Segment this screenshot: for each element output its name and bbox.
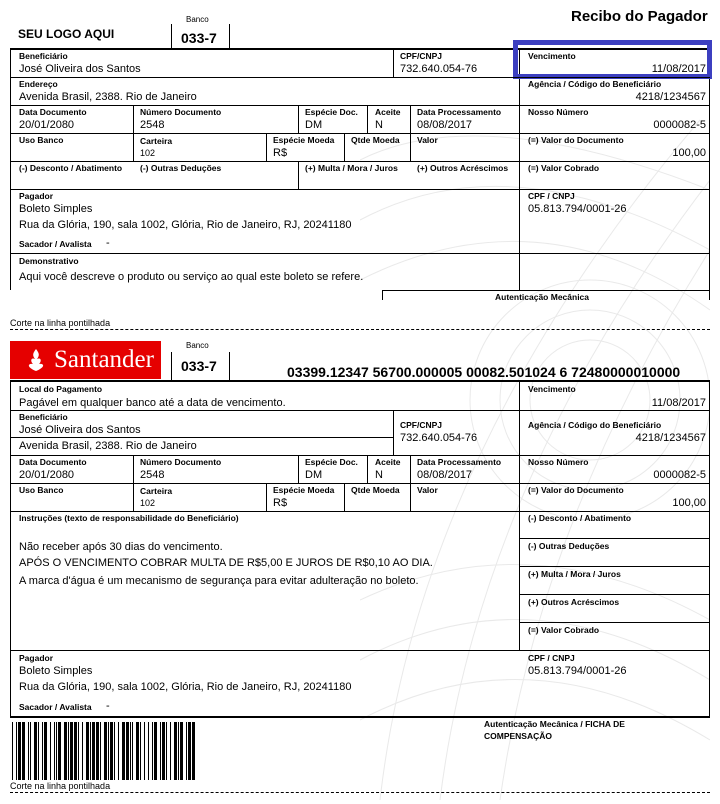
aceite-label: Aceite	[375, 107, 401, 117]
slip-desconto-label: (-) Desconto / Abatimento	[528, 513, 632, 523]
slip-valor-cobrado-label: (=) Valor Cobrado	[528, 625, 600, 635]
slip-aceite-label: Aceite	[375, 457, 401, 467]
slip-carteira-label: Carteira	[140, 486, 173, 496]
instrucao-2: APÓS O VENCIMENTO COBRAR MULTA DE R$5,00 E JUROS DE R$0,10 AO DIA.	[19, 557, 433, 569]
vencimento-highlight	[513, 40, 712, 79]
slip-aceite-value: N	[375, 469, 383, 481]
slip-sacador-label: Sacador / Avalista	[19, 702, 92, 712]
nosso-numero-value: 0000082-5	[653, 119, 706, 131]
slip-cpf-label: CPF/CNPJ	[400, 420, 443, 430]
santander-brand: Santander	[54, 346, 154, 373]
local-pagamento-value: Pagável em qualquer banco até a data de vencimento.	[19, 397, 286, 409]
instrucao-3: A marca d'água é um mecanismo de segurança para evitar adulteração no boleto.	[19, 575, 419, 587]
slip-especie-doc-label: Espécie Doc.	[305, 457, 358, 467]
slip-uso-banco-label: Uso Banco	[19, 485, 64, 495]
instrucao-1: Não receber após 30 dias do vencimento.	[19, 541, 223, 553]
numero-documento-value: 2548	[140, 119, 165, 131]
slip-valor-label: Valor	[417, 485, 438, 495]
slip-outras-deducoes-label: (-) Outras Deduções	[528, 541, 610, 551]
uso-banco-label: Uso Banco	[19, 135, 64, 145]
cut-line	[10, 329, 710, 330]
data-processamento-value: 08/08/2017	[417, 119, 473, 131]
vencimento-label: Vencimento	[528, 51, 576, 61]
cut-line-bottom	[10, 792, 710, 793]
slip-sacador-value: -	[106, 700, 110, 712]
slip-vencimento-value: 11/08/2017	[651, 397, 706, 409]
slip-especie-moeda-label: Espécie Moeda	[273, 485, 335, 495]
pagador-label: Pagador	[19, 191, 54, 201]
slip-pagador-value: Boleto Simples	[19, 665, 93, 677]
instrucoes-label: Instruções (texto de responsabilidade do Beneficiário)	[19, 513, 239, 523]
slip-data-documento-value: 20/01/2080	[19, 469, 75, 481]
slip-bank-label: Banco	[186, 341, 209, 350]
aceite-value: N	[375, 119, 383, 131]
slip-carteira-value: 102	[140, 498, 156, 508]
bank-code: 033-7	[181, 30, 217, 46]
demonstrativo-value: Aqui você descreve o produto ou serviço ao qual este boleto se refere.	[19, 271, 364, 283]
local-pagamento-label: Local do Pagamento	[19, 384, 103, 394]
demonstrativo-label: Demonstrativo	[19, 256, 79, 266]
outros-acrescimos-label: (+) Outros Acréscimos	[417, 163, 509, 173]
slip-beneficiario-label: Beneficiário	[19, 412, 68, 422]
pagador-value: Boleto Simples	[19, 203, 93, 215]
slip-agencia-value: 4218/1234567	[635, 432, 706, 444]
slip-nosso-numero-value: 0000082-5	[653, 469, 706, 481]
valor-documento-value: 100,00	[672, 147, 706, 159]
valor-label: Valor	[417, 135, 438, 145]
beneficiario-label: Beneficiário	[19, 51, 68, 61]
agencia-value: 4218/1234567	[635, 91, 706, 103]
cpf-label: CPF/CNPJ	[400, 51, 443, 61]
cpf-value: 732.640.054-76	[400, 63, 478, 75]
valor-cobrado-label: (=) Valor Cobrado	[528, 163, 600, 173]
flame-icon	[24, 347, 48, 373]
santander-logo	[10, 341, 161, 379]
beneficiario-value: José Oliveira dos Santos	[19, 63, 141, 75]
slip-endereco-value: Avenida Brasil, 2388. Rio de Janeiro	[19, 440, 197, 452]
nosso-numero-label: Nosso Número	[528, 107, 589, 117]
bank-label: Banco	[186, 15, 209, 24]
slip-valor-documento-label: (=) Valor do Documento	[528, 485, 624, 495]
agencia-label: Agência / Código do Beneficiário	[528, 79, 662, 89]
especie-moeda-label: Espécie Moeda	[273, 135, 335, 145]
receipt-title: Recibo do Pagador	[571, 8, 708, 25]
slip-agencia-label: Agência / Código do Beneficiário	[528, 420, 662, 430]
slip-bank-code: 033-7	[181, 358, 217, 374]
slip-numero-documento-label: Número Documento	[140, 457, 222, 467]
slip-autenticacao-label-1: Autenticação Mecânica / FICHA DE	[484, 719, 625, 729]
slip-autenticacao-label-2: COMPENSAÇÃO	[484, 731, 553, 741]
sacador-value: -	[106, 237, 110, 249]
slip-outros-acrescimos-label: (+) Outros Acréscimos	[528, 597, 620, 607]
pagador-cpf-label: CPF / CNPJ	[528, 191, 575, 201]
especie-moeda-value: R$	[273, 147, 288, 159]
especie-doc-label: Espécie Doc.	[305, 107, 358, 117]
slip-numero-documento-value: 2548	[140, 469, 165, 481]
slip-pagador-endereco: Rua da Glória, 190, sala 1002, Glória, Rio de Janeiro, RJ, 20241180	[19, 681, 352, 693]
pagador-endereco: Rua da Glória, 190, sala 1002, Glória, Rio de Janeiro, RJ, 20241180	[19, 219, 352, 231]
slip-multa-label: (+) Multa / Mora / Juros	[528, 569, 621, 579]
slip-especie-moeda-value: R$	[273, 497, 288, 509]
barcode-bar	[195, 722, 196, 780]
vencimento-value: 11/08/2017	[651, 63, 706, 75]
desconto-label: (-) Desconto / Abatimento	[19, 163, 123, 173]
slip-pagador-label: Pagador	[19, 653, 54, 663]
slip-especie-doc-value: DM	[305, 469, 323, 481]
data-documento-value: 20/01/2080	[19, 119, 75, 131]
valor-documento-label: (=) Valor do Documento	[528, 135, 624, 145]
autenticacao-label: Autenticação Mecânica	[495, 292, 590, 302]
outras-deducoes-label: (-) Outras Deduções	[140, 163, 222, 173]
slip-pagador-cpf-label: CPF / CNPJ	[528, 653, 575, 663]
endereco-value: Avenida Brasil, 2388. Rio de Janeiro	[19, 91, 197, 103]
cut-line-label: Corte na linha pontilhada	[10, 318, 111, 328]
slip-beneficiario-value: José Oliveira dos Santos	[19, 424, 141, 436]
slip-data-processamento-value: 08/08/2017	[417, 469, 473, 481]
slip-data-documento-label: Data Documento	[19, 457, 87, 467]
slip-qtde-moeda-label: Qtde Moeda	[351, 485, 400, 495]
pagador-cpf-value: 05.813.794/0001-26	[528, 203, 627, 215]
qtde-moeda-label: Qtde Moeda	[351, 135, 400, 145]
especie-doc-value: DM	[305, 119, 323, 131]
slip-cpf-value: 732.640.054-76	[400, 432, 478, 444]
sacador-label: Sacador / Avalista	[19, 239, 92, 249]
numero-documento-label: Número Documento	[140, 107, 222, 117]
carteira-label: Carteira	[140, 136, 173, 146]
barcode	[12, 722, 412, 780]
cut-line-label-bottom: Corte na linha pontilhada	[10, 781, 111, 791]
slip-pagador-cpf-value: 05.813.794/0001-26	[528, 665, 627, 677]
endereco-label: Endereço	[19, 79, 58, 89]
slip-data-processamento-label: Data Processamento	[417, 457, 502, 467]
carteira-value: 102	[140, 148, 156, 158]
linha-digitavel: 03399.12347 56700.000005 00082.501024 6 72480000010000	[287, 364, 681, 380]
multa-label: (+) Multa / Mora / Juros	[305, 163, 398, 173]
slip-vencimento-label: Vencimento	[528, 384, 576, 394]
logo-placeholder: SEU LOGO AQUI	[18, 27, 115, 41]
slip-nosso-numero-label: Nosso Número	[528, 457, 589, 467]
data-documento-label: Data Documento	[19, 107, 87, 117]
slip-valor-documento-value: 100,00	[672, 497, 706, 509]
data-processamento-label: Data Processamento	[417, 107, 502, 117]
